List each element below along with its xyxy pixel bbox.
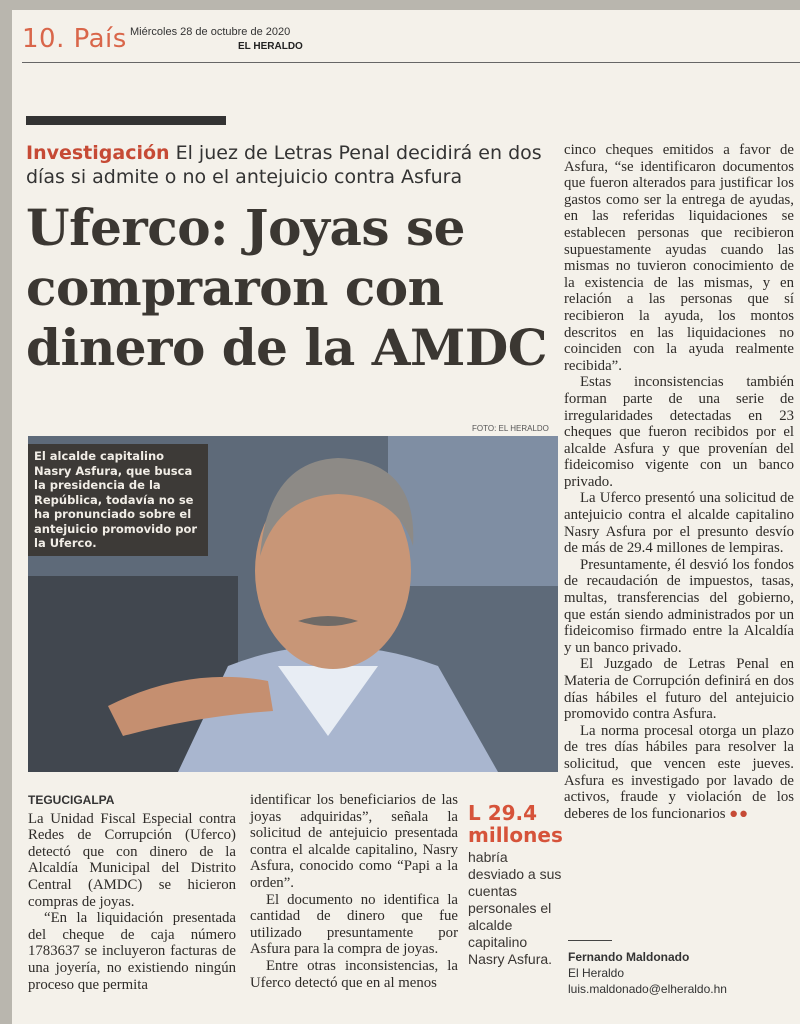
newspaper-name: EL HERALDO [238,41,303,52]
byline-name: Fernando Maldonado [568,950,690,964]
byline-paper: El Heraldo [568,966,625,980]
dateline: TEGUCIGALPA [28,793,115,807]
stat-value: L 29.4 [468,801,538,825]
paragraph-text: La norma procesal otorga un plazo de tres días hábiles para resolver la solicitud, que vencen este jueves. Asfura es investigado por lavado de activos, fraude y violación de los deberes de los funcionarios [564,722,794,822]
stat-unit: millones [468,823,563,847]
photo-credit: FOTO: EL HERALDO [472,424,549,433]
byline-email: luis.maldonado@elheraldo.hn [568,982,727,996]
section-number: 10. País [22,24,127,54]
paragraph: El Juzgado de Letras Penal en Materia de Corrupción definirá en dos días hábiles el futuro del antejuicio promovido contra Asfura. [564,656,794,723]
paragraph: identificar los beneficiarios de las joyas adquiridas”, señala la solicitud de antejuicio presentada contra el alcalde capitalino, Nasry Asfura, conocido como “Papi a la orden”. [250,792,458,891]
paragraph: El documento no identifica la cantidad de dinero que fue utilizado presuntamente por Asfura para la compra de joyas. [250,891,458,958]
byline-divider [568,940,612,941]
kicker-text: El juez de Letras Penal decidirá en dos días si admite o no el antejuicio contra Asfura [26,142,542,188]
photo-caption: El alcalde capitalino Nasry Asfura, que busca la presidencia de la República, todavía no se ha pronunciado sobre el antejuicio promovido por la Uferco. [28,444,208,556]
newspaper-page [12,10,800,1024]
paragraph: Presuntamente, él desvió los fondos de recaudación de impuestos, tasas, multas, transferencias del gobierno, que están siendo administrados por un fideicomiso firmado entre la Alcaldía y un banco privado. [564,556,794,656]
paragraph: cinco cheques emitidos a favor de Asfura, “se identificaron documentos que fueron alterados para justificar los gastos como ser la entrega de ayudas, en las referidas liquidaciones se establecen personas que recibieron supuestamente ayudas cuando las mismas no tuvieron conocimiento de la existencia de las mismas, y en relación a las personas que sí recibieron la ayuda, los montos descritos en las liquidaciones no coinciden con la ayuda realmente recibida”. [564,142,794,374]
paragraph: Estas inconsistencias también forman parte de una serie de irregularidades detectadas en 23 cheques que fueron recibidos por el alcalde Asfura y que provenían del fideicomiso vigente con un banco privado. [564,374,794,490]
section-bar [26,116,226,125]
paragraph: La Uferco presentó una solicitud de antejuicio contra el alcalde capitalino Nasry Asfura por el presunto desvío de más de 29.4 millones de lempiras. [564,490,794,557]
headline: Uferco: Joyas se compraron con dinero de la AMDC [26,198,547,377]
article-column-1 [28,792,236,993]
kicker-label: Investigación [26,142,170,164]
paragraph: “En la liquidación presentada del cheque de caja número 1783637 se incluyeron facturas de una joyería, no existiendo ningún proceso que permita [28,910,236,993]
end-mark: ●● [729,805,750,822]
kicker [26,141,546,189]
issue-date: Miércoles 28 de octubre de 2020 [130,26,291,38]
paragraph-last [564,723,794,823]
article-column-3 [564,142,794,822]
paragraph: Entre otras inconsistencias, la Uferco detectó que en al menos [250,957,458,991]
paragraph: La Unidad Fiscal Especial contra Redes de Corrupción (Uferco) detectó que con dinero de la Alcaldía Municipal del Distrito Central (AMDC) se hicieron compras de joyas. [28,810,236,910]
article-column-2 [250,792,458,991]
header-divider [22,62,800,63]
stat-text: habría desviado a sus cuentas personales el alcalde capitalino Nasry Asfura. [468,849,562,967]
